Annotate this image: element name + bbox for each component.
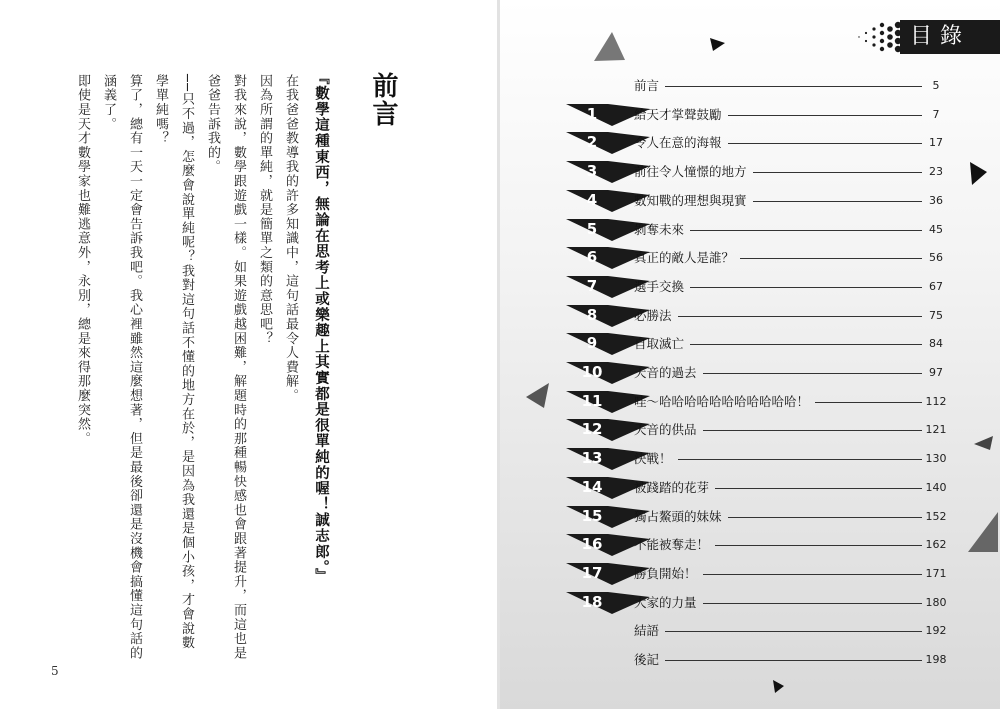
- body-column: 涵義了。: [101, 74, 116, 132]
- leader-line: [815, 402, 922, 403]
- toc-header-title: 目錄: [909, 24, 970, 49]
- chapter-page-number: 5: [932, 79, 940, 92]
- chapter-page-number: 171: [925, 566, 947, 580]
- chapter-title: 選手交換: [634, 278, 685, 294]
- chapter-page-number: 36: [929, 193, 943, 207]
- chapter-number: 1: [586, 104, 598, 123]
- leader-line: [665, 86, 922, 87]
- chapter-title: 哇～哈哈哈哈哈哈哈哈哈哈哈！: [634, 393, 810, 409]
- chapter-number: 6: [586, 248, 598, 267]
- chapter-page-number: 130: [925, 452, 947, 466]
- chapter-title: 獨占鰲頭的妹妹: [634, 508, 722, 524]
- body-column: 學單純嗎？: [153, 74, 168, 146]
- preface-title: 前言: [368, 72, 398, 128]
- chapter-number: 11: [581, 391, 603, 410]
- leader-line: [703, 603, 922, 604]
- chapter-page-number: 121: [925, 423, 947, 437]
- halftone-pattern: [850, 20, 902, 54]
- toc-entry: [500, 449, 1000, 469]
- toc-entry: [500, 133, 1000, 153]
- chapter-number: 5: [586, 219, 598, 238]
- chapter-page-number: 75: [929, 308, 943, 322]
- toc-entry: [500, 420, 1000, 440]
- chapter-title: 天音的供品: [634, 422, 697, 438]
- chapter-page-number: 162: [925, 538, 947, 552]
- toc-entry: [500, 306, 1000, 326]
- triangle-decoration: [968, 512, 1000, 554]
- body-column: 算了，總有一天一定會告訴我吧。我心裡雖然這麼想著，但是最後卻還是沒機會搞懂這句話的: [127, 74, 142, 661]
- chapter-title: 後記: [634, 652, 660, 667]
- toc-entry: [500, 277, 1000, 297]
- chapter-title: 自取滅亡: [634, 336, 685, 352]
- toc-entry: [500, 162, 1000, 182]
- toc-entry: [500, 392, 1000, 412]
- chapter-title: 被踐踏的花芽: [634, 479, 710, 495]
- leader-line: [703, 373, 922, 374]
- leader-line: [728, 517, 922, 518]
- chapter-title: 前往令人憧憬的地方: [634, 164, 747, 180]
- chapter-number: 16: [581, 535, 603, 554]
- body-column: 因為所謂的單純，就是簡單之類的意思吧？: [257, 74, 272, 346]
- chapter-title: 剝奪未來: [634, 221, 685, 237]
- chapter-number: 3: [586, 162, 598, 181]
- toc-entry: [500, 191, 1000, 211]
- chapter-number: 18: [581, 592, 603, 611]
- chapter-page-number: 7: [932, 107, 940, 121]
- toc-entry: [500, 334, 1000, 354]
- chapter-page-number: 152: [925, 509, 947, 523]
- toc-entry: [500, 220, 1000, 240]
- leader-line: [728, 143, 922, 144]
- leader-line: [703, 430, 922, 431]
- leader-line: [690, 344, 922, 345]
- chapter-title: 令人在意的海報: [634, 135, 722, 151]
- toc-entry: [500, 564, 1000, 584]
- chapter-page-number: 84: [929, 337, 943, 351]
- chapter-page-number: 67: [929, 279, 943, 293]
- triangle-decoration: [970, 162, 988, 186]
- leader-line: [753, 201, 922, 202]
- chapter-page-number: 17: [929, 136, 943, 150]
- body-column: 即使是天才數學家也難逃意外，永別，總是來得那麼突然。: [75, 74, 90, 446]
- leader-line: [690, 287, 922, 288]
- chapter-number: 8: [586, 305, 598, 324]
- lead-quote: 『數學這種東西，無論在思考上或樂趣上其實都是很單純的喔！誠志郎。』: [313, 70, 329, 585]
- chapter-page-number: 56: [929, 251, 943, 265]
- body-column: 在我爸爸教導我的許多知識中，這句話最令人費解。: [283, 74, 298, 403]
- toc-entry: [500, 535, 1000, 555]
- leader-line: [678, 316, 922, 317]
- toc-entry: [500, 478, 1000, 498]
- triangle-decoration: [773, 680, 785, 694]
- chapter-title: 天音的過去: [634, 365, 697, 380]
- toc-entry: [500, 507, 1000, 527]
- leader-line: [715, 488, 922, 489]
- leader-line: [665, 631, 922, 632]
- chapter-title: 決戰！: [634, 451, 672, 467]
- body-column: 爸爸告訴我的。: [205, 74, 220, 175]
- chapter-page-number: 97: [929, 366, 943, 379]
- chapter-number: 9: [586, 334, 598, 353]
- leader-line: [753, 172, 922, 173]
- chapter-number: 4: [586, 190, 598, 209]
- chapter-page-number: 140: [925, 480, 947, 494]
- triangle-decoration: [974, 436, 994, 452]
- chapter-number: 12: [581, 420, 603, 439]
- chapter-title: 前言: [634, 78, 660, 93]
- leader-line: [715, 545, 922, 546]
- toc-entry: [500, 650, 1000, 670]
- chapter-page-number: 192: [925, 624, 947, 638]
- toc-entry: [500, 76, 1000, 96]
- chapter-number: 7: [586, 276, 598, 295]
- toc-entry: [500, 621, 1000, 641]
- chapter-number: 17: [581, 563, 603, 582]
- chapter-page-number: 23: [929, 165, 943, 179]
- chapter-number: 10: [581, 363, 603, 381]
- chapter-number: 2: [586, 133, 598, 152]
- page-number: 5: [51, 664, 59, 678]
- chapter-title: 給天才掌聲鼓勵: [634, 106, 722, 122]
- toc-entry: [500, 363, 1000, 383]
- leader-line: [740, 258, 922, 259]
- toc-entry: [500, 105, 1000, 125]
- triangle-decoration: [710, 38, 726, 52]
- body-column: 對我來說，數學跟遊戲一樣。如果遊戲越困難，解題時的那種暢快感也會跟著提升，而這也是: [231, 74, 246, 661]
- triangle-decoration: [592, 30, 626, 64]
- chapter-page-number: 112: [925, 394, 947, 408]
- triangle-decoration: [526, 383, 550, 409]
- leader-line: [690, 230, 922, 231]
- chapter-page-number: 45: [929, 222, 943, 236]
- toc-entry: [500, 248, 1000, 268]
- body-column: ──只不過，怎麼會說單純呢？我對這句話不懂的地方在於，是因為我還是個小孩，才會說數: [179, 74, 194, 650]
- right-page: [500, 0, 1000, 709]
- chapter-number: 14: [581, 477, 603, 496]
- leader-line: [703, 574, 922, 575]
- leader-line: [728, 115, 922, 116]
- chapter-page-number: 198: [925, 653, 947, 666]
- leader-line: [678, 459, 922, 460]
- chapter-title: 結語: [634, 623, 660, 639]
- chapter-title: 數知戰的理想與現實: [634, 192, 747, 208]
- leader-line: [665, 660, 922, 661]
- chapter-title: 勝負開始！: [634, 565, 697, 581]
- chapter-number: 15: [581, 506, 603, 525]
- chapter-title: 大家的力量: [634, 594, 697, 610]
- left-page: [0, 0, 497, 709]
- toc-entry: [500, 593, 1000, 613]
- chapter-title: 真正的敵人是誰？: [634, 250, 735, 266]
- chapter-title: 必勝法: [634, 307, 672, 323]
- chapter-page-number: 180: [925, 595, 947, 609]
- chapter-number: 13: [581, 449, 603, 468]
- chapter-title: 不能被奪走！: [634, 537, 710, 553]
